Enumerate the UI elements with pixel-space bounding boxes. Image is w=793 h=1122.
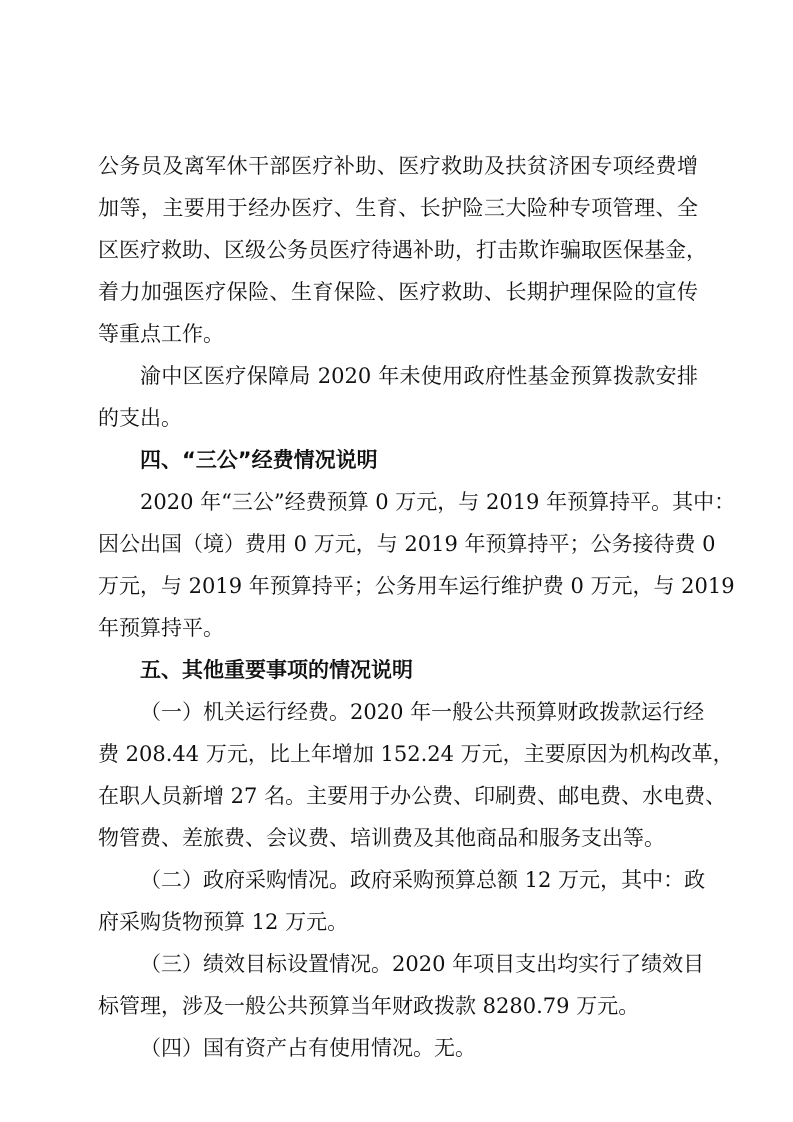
paragraph-line: （二）政府采购情况。政府采购预算总额 12 万元，其中：政 (140, 868, 706, 892)
paragraph-line: 的支出。 (98, 406, 182, 430)
paragraph-line: 物管费、差旅费、会议费、培训费及其他商品和服务支出等。 (98, 826, 665, 850)
paragraph-line: 标管理，涉及一般公共预算当年财政拨款 8280.79 万元。 (98, 994, 640, 1018)
paragraph-line: 区医疗救助、区级公务员医疗待遇补助，打击欺诈骗取医保基金， (98, 238, 707, 262)
paragraph-line: 2020 年“三公”经费预算 0 万元，与 2019 年预算持平。其中： (140, 490, 736, 514)
paragraph-line: 因公出国（境）费用 0 万元，与 2019 年预算持平；公务接待费 0 (98, 532, 716, 556)
section-heading: 四、“三公”经费情况说明 (140, 448, 378, 472)
paragraph-line: 等重点工作。 (98, 322, 224, 346)
paragraph-line: （三）绩效目标设置情况。2020 年项目支出均实行了绩效目 (140, 952, 705, 976)
paragraph-line: 着力加强医疗保险、生育保险、医疗救助、长期护理保险的宣传 (98, 280, 698, 304)
paragraph-line: （四）国有资产占有使用情况。无。 (140, 1036, 476, 1060)
paragraph-line: 年预算持平。 (98, 616, 224, 640)
paragraph-line: 府采购货物预算 12 万元。 (98, 910, 349, 934)
paragraph-line: 万元，与 2019 年预算持平；公务用车运行维护费 0 万元，与 2019 (98, 574, 735, 598)
paragraph-line: （一）机关运行经费。2020 年一般公共预算财政拨款运行经 (140, 700, 705, 724)
paragraph-line: 加等，主要用于经办医疗、生育、长护险三大险种专项管理、全 (98, 196, 698, 220)
paragraph-line: 费 208.44 万元，比上年增加 152.24 万元，主要原因为机构改革， (98, 742, 734, 766)
paragraph-line: 公务员及离军休干部医疗补助、医疗救助及扶贫济困专项经费增 (98, 154, 698, 178)
paragraph-line: 在职人员新增 27 名。主要用于办公费、印刷费、邮电费、水电费、 (98, 784, 727, 808)
paragraph-line: 渝中区医疗保障局 2020 年未使用政府性基金预算拨款安排 (140, 364, 698, 388)
section-heading: 五、其他重要事项的情况说明 (140, 658, 413, 682)
